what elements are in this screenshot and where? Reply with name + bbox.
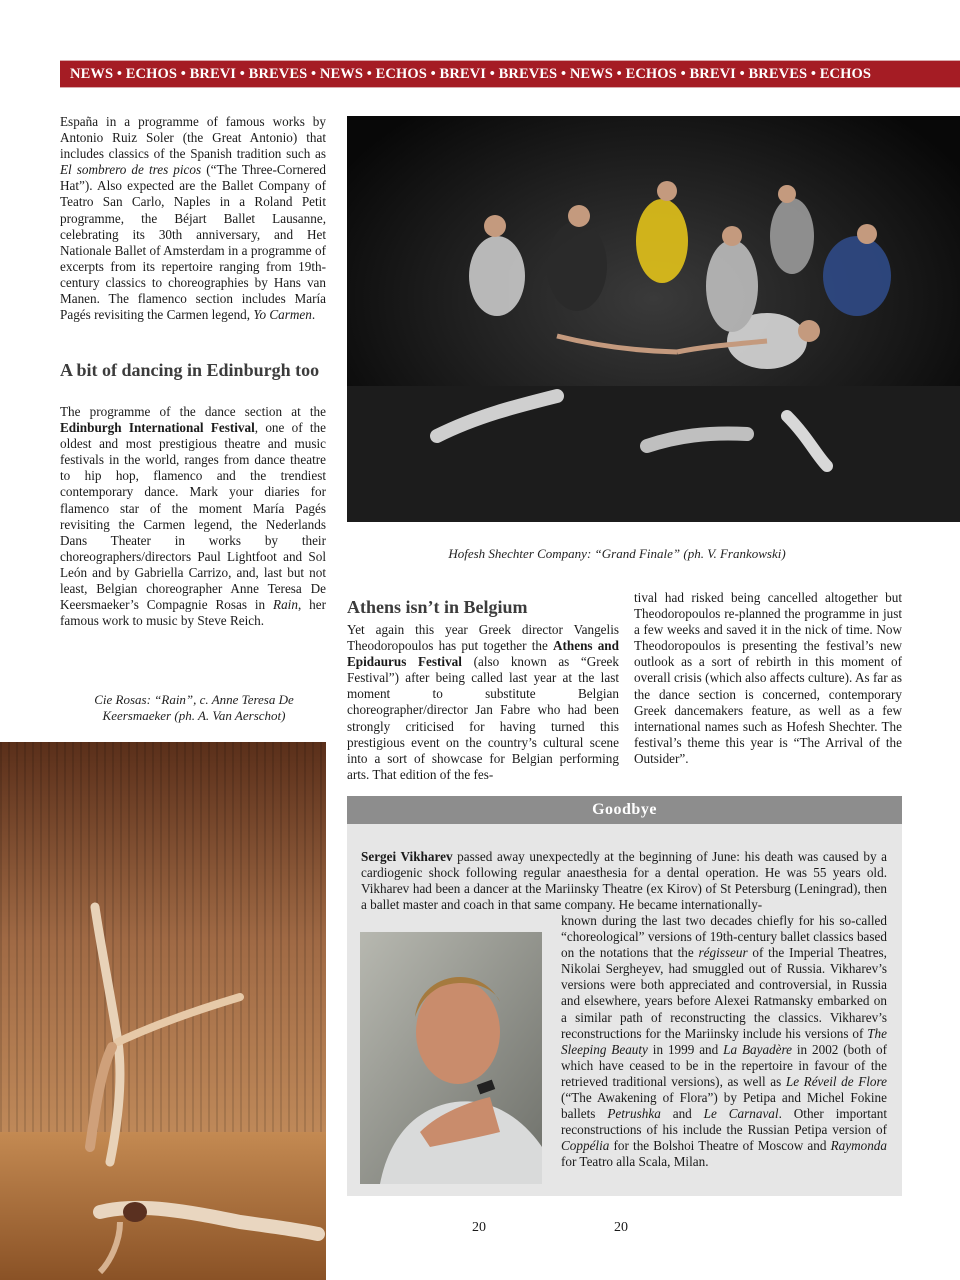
athens-text-col1: Yet again this year Greek director Vangelis Theodoropoulos has put together the Athens and Epidaurus Festival (also known as “Greek Festival”) after being called last year at the last moment to substitute Belgian choreographer/director Jan Fabre who had been strongly criticised for having turned this prestigious event on the country’s cultural scene into a sort of showcase for Belgian performing arts. That edition of the fes- bbox=[347, 622, 620, 782]
left-intro-text: España in a programme of famous works by Antonio Ruiz Soler (the Great Antonio) that includes classics of the Spanish tradition such as El sombrero de tres picos (“The Three-Cornered Hat”). Also expected are the Ballet Company of Teatro San Carlo, Naples in a Roland Petit programme, the Béjart Ballet Lausanne, celebrating its 30th anniversary, and Het Nationale Ballet of Amsterdam in a programme of excerpts from its repertoire ranging from 19th-century classics to choreographies by Hans van Manen. The flamenco section includes María Pagés revisiting the Carmen legend, Yo Carmen. bbox=[60, 114, 326, 323]
page-number-left: 20 bbox=[472, 1220, 486, 1235]
page-number-right: 20 bbox=[614, 1220, 628, 1235]
obituary-top-text: Sergei Vikharev passed away unexpectedly at the beginning of June: his death was caused by a cardiogenic shock following regular anaesthesia for a dental operation. He was 55 years old. Vikharev had been a dancer at the Mariinsky Theatre (ex Kirov) of St Petersburg (Leningrad), then a ballet master and coach in that same company. He became internationally- bbox=[361, 849, 888, 913]
athens-text-col2: tival had risked being cancelled altogether but Theodoropoulos re-planned the programme in just a few weeks and saved it in the nick of time. Now Theodoropoulos is presenting the festival’s new outlook as a sort of rebirth in this moment of overall crisis (which also affects culture). As far as the dance section is concerned, contemporary Greek dancemakers feature, as well as a few international names such as Hofesh Shechter. The festival’s theme this year is “The Arrival of the Outsider”. bbox=[634, 590, 902, 766]
goodbye-title: Goodbye bbox=[347, 796, 902, 824]
edinburgh-text: The programme of the dance section at the Edinburgh International Festival, one of the oldest and most prestigious theatre and music festivals in the world, ranges from dance theatre to hip hop, flamenco and the trendiest contemporary dance. Mark your diaries for flamenco star of the moment María Pagés revisiting the Carmen legend, the Nederlands Dans Theater in works by their choreographers/directors Paul Lightfoot and Sol León and by Gabriella Carrizo, and, last but not least, Belgian choreographer Anne Teresa De Keersmaeker’s Compagnie Rosas in Rain, her famous work to music by Steve Reich. bbox=[60, 404, 326, 629]
rosas-caption: Cie Rosas: “Rain”, c. Anne Teresa De Keersmaeker (ph. A. Van Aerschot) bbox=[94, 692, 294, 723]
grand-finale-caption: Hofesh Shechter Company: “Grand Finale” (ph. V. Frankowski) bbox=[448, 546, 786, 561]
vikharev-portrait-photo bbox=[360, 932, 542, 1184]
banner-text: NEWS • ECHOS • BREVI • BREVES • NEWS • ECHOS • BREVI • BREVES • NEWS • ECHOS • BREVI • BREVES • ECHOS bbox=[70, 66, 872, 82]
goodbye-box bbox=[347, 796, 902, 1196]
athens-heading: Athens isn’t in Belgium bbox=[347, 597, 528, 617]
grand-finale-photo bbox=[347, 116, 960, 522]
obituary-wrapped-text: known during the last two decades chiefly for his so-called “choreological” versions of 19th-century ballet classics based on the notations that the régisseur of the Imperial Theatres, Nikolai Sergheyev, had smuggled out of Russia. Vikharev’s versions were both appreciated and controversial, in Russia and elsewhere, years before Alexei Ratmansky embarked on a similar path of reconstructing the classics. Vikharev’s reconstructions for the Mariinsky include his versions of The Sleeping Beauty in 1999 and La Bayadère in 2002 (both of which have ceased to be in the repertoire in favour of the retrieved traditional versions), as well as Le Réveil de Flore (“The Awakening of Flora”) by Petipa and Michel Fokine ballets Petrushka and Le Carnaval. Other important reconstructions of his include the Russian Petipa version of Coppélia for the Bolshoi Theatre of Moscow and Raymonda for Teatro alla Scala, Milan. bbox=[561, 913, 888, 1170]
section-banner bbox=[60, 60, 960, 88]
edinburgh-heading: A bit of dancing in Edinburgh too bbox=[60, 360, 320, 380]
rosas-rain-photo bbox=[0, 742, 326, 1280]
